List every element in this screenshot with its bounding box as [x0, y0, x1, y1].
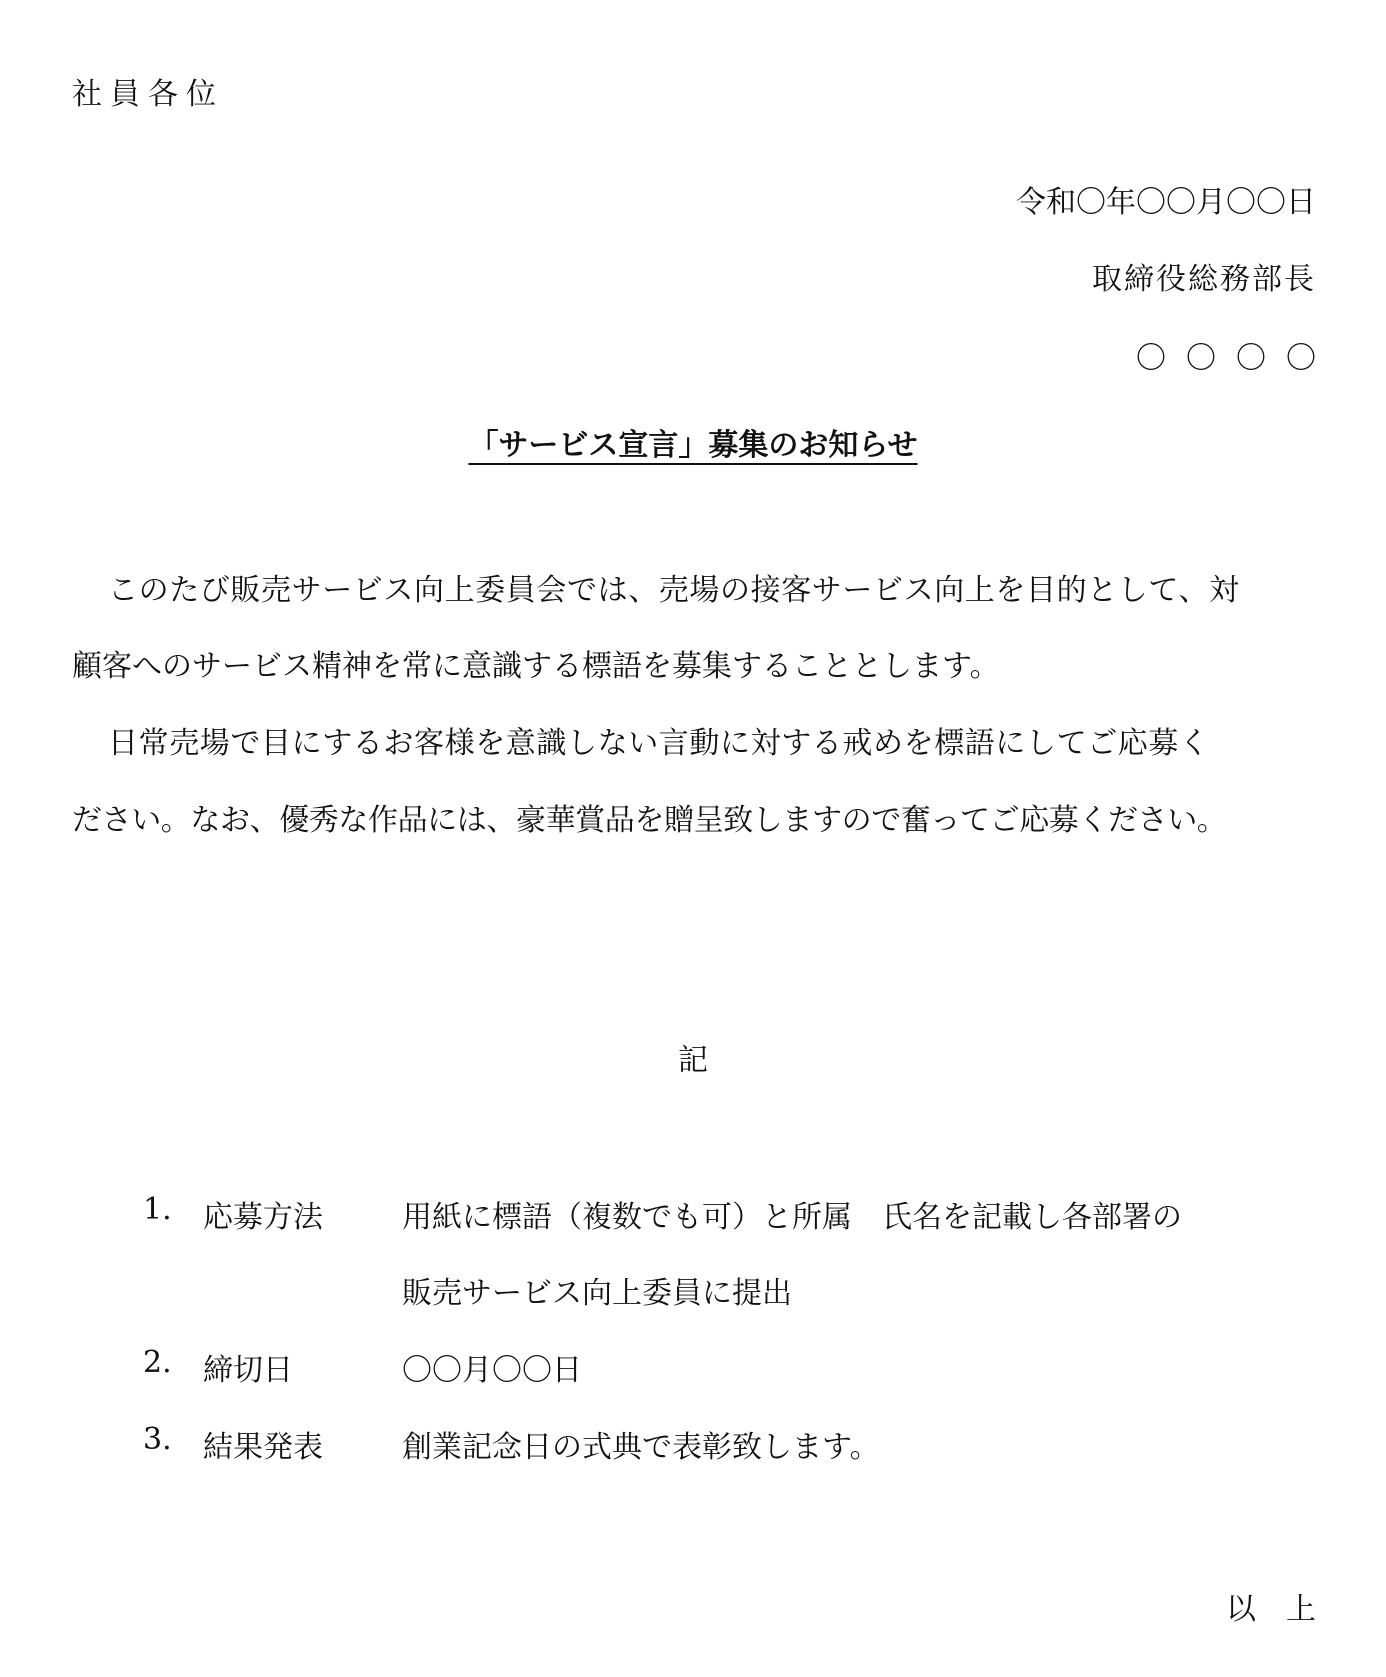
item-text-continued: 販売サービス向上委員に提出: [402, 1276, 792, 1311]
addressee: 社員各位: [72, 77, 224, 112]
item-text: 〇〇月〇〇日: [402, 1353, 582, 1388]
body-line-4: ださい。なお、優秀な作品には、豪華賞品を贈呈致しますので奮ってご応募ください。: [72, 803, 1227, 838]
item-number: 2.: [143, 1345, 172, 1380]
item-number: 1.: [143, 1192, 172, 1227]
sender-name: 〇〇〇〇: [1136, 341, 1336, 376]
item-text: 用紙に標語（複数でも可）と所属 氏名を記載し各部署の: [402, 1200, 1182, 1235]
closing-mark: 以上: [1226, 1592, 1346, 1627]
document-date: 令和〇年〇〇月〇〇日: [1016, 185, 1316, 220]
sender-title: 取締役総務部長: [1092, 262, 1316, 297]
body-line-3: 日常売場で目にするお客様を意識しない言動に対する戒めを標語にしてご応募く: [108, 726, 1210, 761]
item-label: 結果発表: [203, 1430, 323, 1465]
item-label: 応募方法: [203, 1200, 323, 1235]
document-title-wrapper: [0, 420, 1386, 464]
body-line-2: 顧客へのサービス精神を常に意識する標語を募集することとします。: [72, 649, 1000, 684]
item-label: 締切日: [203, 1353, 293, 1388]
document-title: 「サービス宣言」募集のお知らせ: [468, 428, 918, 463]
item-text: 創業記念日の式典で表彰致します。: [402, 1430, 880, 1465]
ki-heading: 記: [678, 1043, 708, 1078]
item-number: 3.: [143, 1422, 172, 1457]
body-line-1: このたび販売サービス向上委員会では、売場の接客サービス向上を目的として、対: [108, 573, 1240, 608]
